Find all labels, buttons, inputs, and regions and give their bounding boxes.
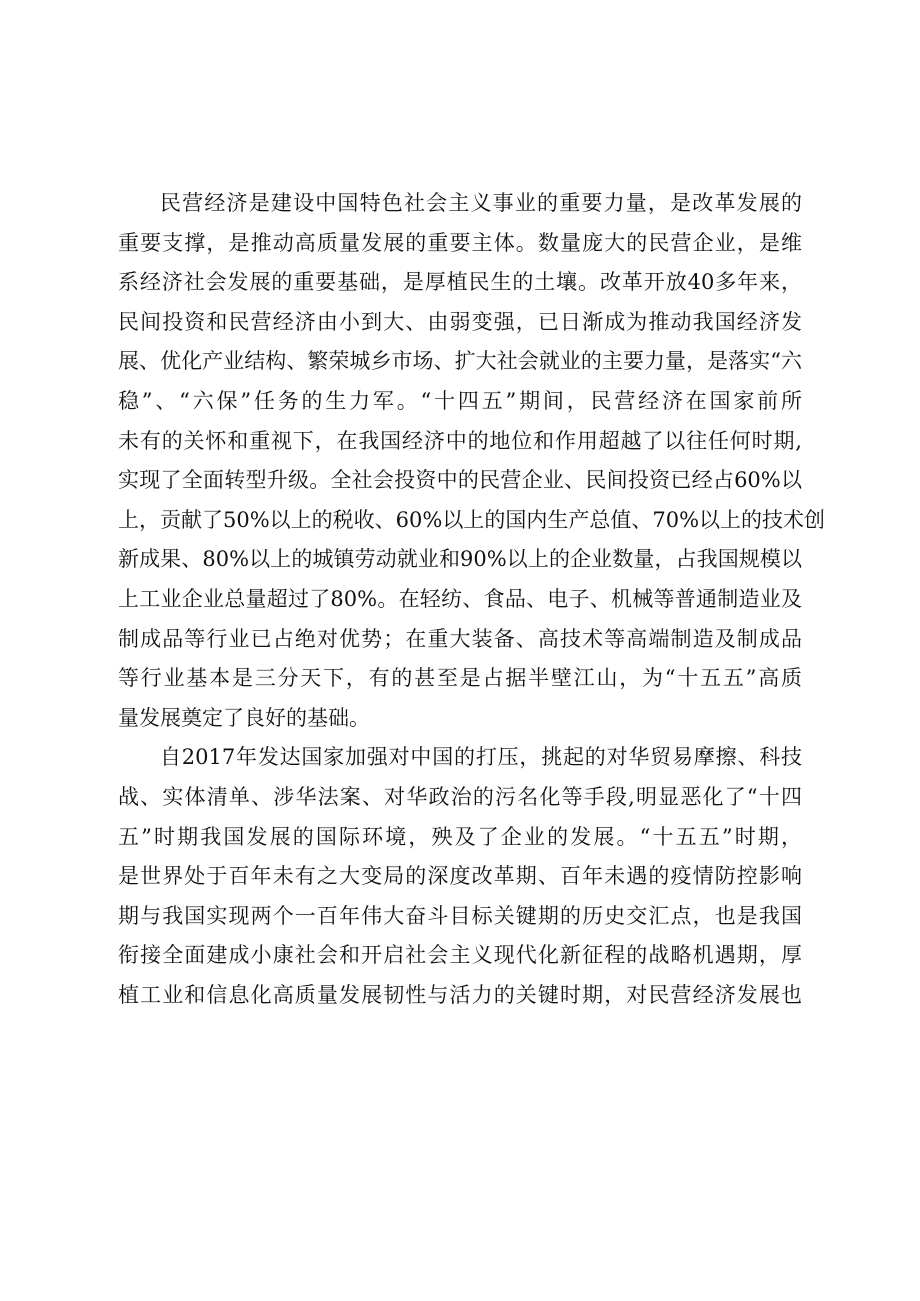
paragraph-2-line-5: 期与我国实现两个一百年伟大奋斗目标关键期的历史交汇点，也是我国 [118,903,802,928]
paragraph-1-line-12: 制成品等行业已占绝对优势；在重大装备、高技术等高端制造及制成品 [118,626,802,651]
paragraph-1-line-9: 上，贡献了50%以上的税收、60%以上的国内生产总值、70%以上的技术创 [118,507,826,532]
paragraph-1-line-10: 新成果、80%以上的城镇劳动就业和90%以上的企业数量，占我国规模以 [118,547,802,572]
paragraph-2-line-1: 自2017年发达国家加强对中国的打压，挑起的对华贸易摩擦、科技 [160,745,802,770]
paragraph-1-line-8: 实现了全面转型升级。全社会投资中的民营企业、民间投资已经占60%以 [118,468,802,493]
paragraph-1-line-6: 稳”、“六保”任务的生力军。“十四五”期间，民营经济在国家前所 [118,388,802,413]
body-text [118,184,826,1015]
paragraph-2-line-3: 五”时期我国发展的国际环境，殃及了企业的发展。“十五五”时期， [118,824,802,849]
paragraph-1-line-4: 民间投资和民营经济由小到大、由弱变强，已日渐成为推动我国经济发 [118,309,802,334]
paragraph-1-line-1: 民营经济是建设中国特色社会主义事业的重要力量，是改革发展的 [160,191,802,215]
paragraph-1-line-2: 重要支撑，是推动高质量发展的重要主体。数量庞大的民营企业，是维 [118,230,802,255]
paragraph-1-line-14: 量发展奠定了良好的基础。 [118,705,370,730]
paragraph-2-line-4: 是世界处于百年未有之大变局的深度改革期、百年未遇的疫情防控影响 [118,864,802,889]
paragraph-2-line-2: 战、实体清单、涉华法案、对华政治的污名化等手段,明显恶化了“十四 [118,784,802,809]
paragraph-2-line-7: 植工业和信息化高质量发展韧性与活力的关键时期，对民营经济发展也 [118,982,802,1007]
paragraph-1-line-7: 未有的关怀和重视下，在我国经济中的地位和作用超越了以往任何时期, [118,428,802,453]
paragraph-1-line-11: 上工业企业总量超过了80%。在轻纺、食品、电子、机械等普通制造业及 [118,586,802,611]
paragraph-1-line-13: 等行业基本是三分天下，有的甚至是占据半壁江山，为“十五五”高质 [118,666,802,691]
paragraph-2-line-6: 衔接全面建成小康社会和开启社会主义现代化新征程的战略机遇期，厚 [118,943,802,968]
paragraph-1-line-3: 系经济社会发展的重要基础，是厚植民生的土壤。改革开放40多年来， [118,270,802,295]
paragraph-1-line-5: 展、优化产业结构、繁荣城乡市场、扩大社会就业的主要力量，是落实“六 [118,349,802,374]
